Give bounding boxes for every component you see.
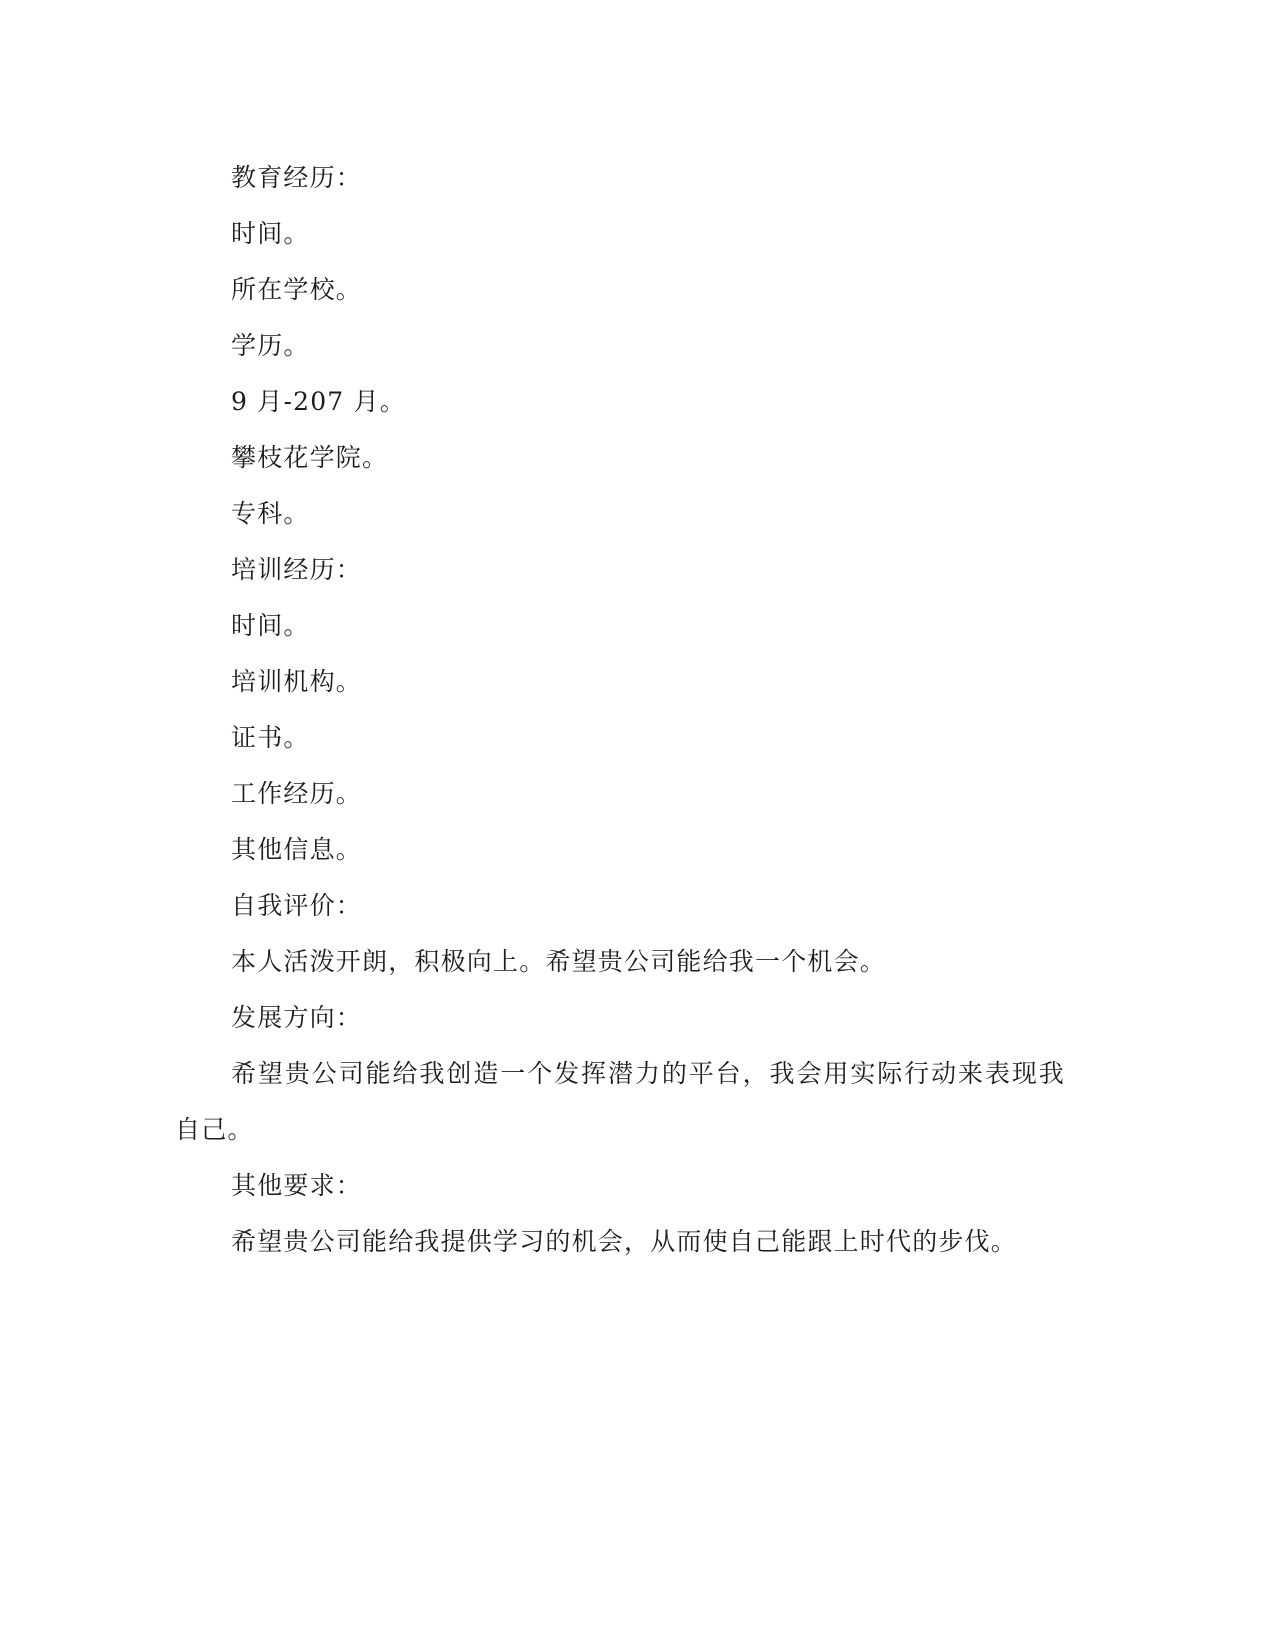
education-time-label: 时间。 <box>231 219 310 248</box>
other-requirements-heading: 其他要求： <box>231 1171 363 1200</box>
other-requirements-body: 希望贵公司能给我提供学习的机会，从而使自己能跟上时代的步伐。 <box>231 1227 1018 1256</box>
development-direction-heading: 发展方向： <box>231 1003 363 1032</box>
self-evaluation-body: 本人活泼开朗，积极向上。希望贵公司能给我一个机会。 <box>231 947 887 976</box>
education-degree-value: 专科。 <box>231 499 310 528</box>
training-institution-label: 培训机构。 <box>231 667 363 696</box>
document-body <box>175 150 1065 1270</box>
training-time-label: 时间。 <box>231 611 310 640</box>
development-direction-body: 希望贵公司能给我创造一个发挥潜力的平台，我会用实际行动来表现我自己。 <box>175 1059 1065 1144</box>
education-date-value: 9 月-207 月。 <box>231 387 406 416</box>
education-school-label: 所在学校。 <box>231 275 363 304</box>
training-certificate-label: 证书。 <box>231 723 310 752</box>
training-heading: 培训经历： <box>231 555 363 584</box>
education-degree-label: 学历。 <box>231 331 310 360</box>
self-evaluation-heading: 自我评价： <box>231 891 363 920</box>
education-school-value: 攀枝花学院。 <box>231 443 389 472</box>
work-experience-label: 工作经历。 <box>231 779 363 808</box>
other-info-label: 其他信息。 <box>231 835 363 864</box>
education-heading: 教育经历： <box>231 163 363 192</box>
